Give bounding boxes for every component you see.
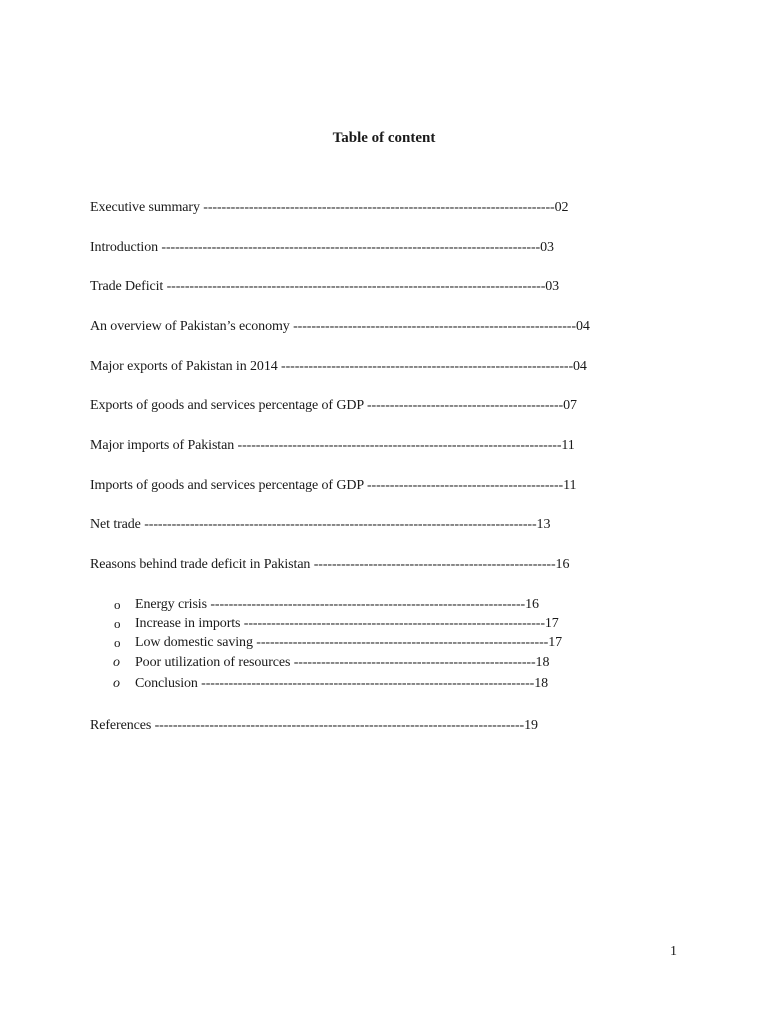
- toc-entry-label: Net trade: [90, 517, 141, 532]
- toc-subentry: [135, 596, 630, 613]
- toc-entry: [90, 516, 635, 533]
- bullet-marker: o: [114, 597, 121, 612]
- toc-entry-label: Major imports of Pakistan: [90, 438, 235, 453]
- toc-entry: [90, 278, 635, 295]
- toc-entry-page: 02: [554, 200, 569, 215]
- toc-entry: [90, 397, 635, 414]
- toc-entry-leader: -----------------------------------------------------------------------------------: [158, 240, 541, 255]
- toc-subentry: [135, 615, 630, 632]
- toc-entry-leader: ----------------------------------------------------------------: [277, 359, 574, 374]
- toc-subentry-leader: ------------------------------------------------------------------: [240, 616, 545, 631]
- toc-entry-page: 04: [573, 359, 587, 374]
- toc-entry-label: Trade Deficit: [90, 279, 164, 294]
- toc-subentry-label: Energy crisis: [135, 597, 207, 612]
- toc-entry: [90, 358, 635, 375]
- bullet-marker: o: [113, 655, 120, 670]
- toc-entry-page: 13: [536, 517, 551, 532]
- toc-entry: [90, 437, 635, 454]
- toc-entry-label: Exports of goods and services percentage of GDP: [90, 398, 364, 413]
- toc-entry-label: Introduction: [90, 240, 159, 255]
- toc-entry-page: 03: [540, 240, 554, 255]
- toc-entry-label: An overview of Pakistan’s economy: [90, 319, 290, 334]
- toc-subentry-leader: -----------------------------------------------------: [290, 655, 536, 670]
- toc-entry-leader: --------------------------------------------------------------------------------------: [140, 517, 537, 532]
- toc-entry-leader: ---------------------------------------------------------------------------------: [151, 718, 525, 733]
- toc-entry-leader: -----------------------------------------------------------------------------: [199, 200, 555, 215]
- toc-subentry: [135, 634, 630, 651]
- toc-entry-label: Reasons behind trade deficit in Pakistan: [90, 557, 311, 572]
- toc-entry-leader: -----------------------------------------------------------------------------------: [163, 279, 546, 294]
- toc-subentry-leader: ---------------------------------------------------------------------: [206, 597, 526, 612]
- toc-entry-page: 04: [575, 319, 590, 334]
- toc-entry: [90, 199, 630, 216]
- bullet-marker: o: [114, 635, 121, 650]
- toc-entry-leader: --------------------------------------------------------------: [289, 319, 576, 334]
- bullet-marker: o: [113, 676, 120, 691]
- toc-entry-label: Executive summary: [90, 200, 200, 215]
- toc-subentry-label: Conclusion: [135, 676, 198, 691]
- toc-entry: [90, 556, 635, 573]
- toc-subentry-label: Low domestic saving: [135, 635, 253, 650]
- toc-entry-label: References: [90, 718, 152, 733]
- toc-entry-page: 07: [563, 398, 577, 413]
- toc-subentry-page: 17: [544, 616, 559, 631]
- toc-subentry: [135, 675, 630, 692]
- toc-entry-page: 11: [563, 478, 577, 493]
- toc-subentry-leader: ----------------------------------------------------------------: [252, 635, 549, 650]
- toc-subentry: [135, 654, 630, 671]
- toc-entry-page: 11: [561, 438, 575, 453]
- toc-entry: [90, 318, 635, 335]
- page-number: 1: [670, 944, 677, 959]
- toc-subentry-page: 18: [534, 676, 549, 691]
- toc-subentry-label: Increase in imports: [135, 616, 241, 631]
- toc-entry-references: [90, 717, 615, 734]
- toc-subentry-page: 18: [535, 655, 550, 670]
- toc-entry-page: 03: [545, 279, 560, 294]
- toc-entry-leader: -------------------------------------------: [363, 478, 564, 493]
- toc-subentry-page: 16: [525, 597, 539, 612]
- toc-entry-label: Major exports of Pakistan in 2014: [90, 359, 278, 374]
- toc-subentry-page: 17: [548, 635, 563, 650]
- toc-entry-page: 19: [524, 718, 538, 733]
- toc-entry: [90, 477, 635, 494]
- toc-entry-leader: -------------------------------------------: [363, 398, 564, 413]
- bullet-marker: o: [114, 616, 121, 631]
- toc-entry: [90, 239, 635, 256]
- toc-entry-leader: -----------------------------------------------------: [310, 557, 556, 572]
- toc-entry-label: Imports of goods and services percentage of GDP: [90, 478, 364, 493]
- toc-subentry-label: Poor utilization of resources: [135, 655, 291, 670]
- toc-entry-leader: -----------------------------------------------------------------------: [234, 438, 562, 453]
- toc-subentry-leader: -------------------------------------------------------------------------: [197, 676, 535, 691]
- toc-entry-page: 16: [555, 557, 570, 572]
- toc-title: Table of content: [332, 130, 436, 146]
